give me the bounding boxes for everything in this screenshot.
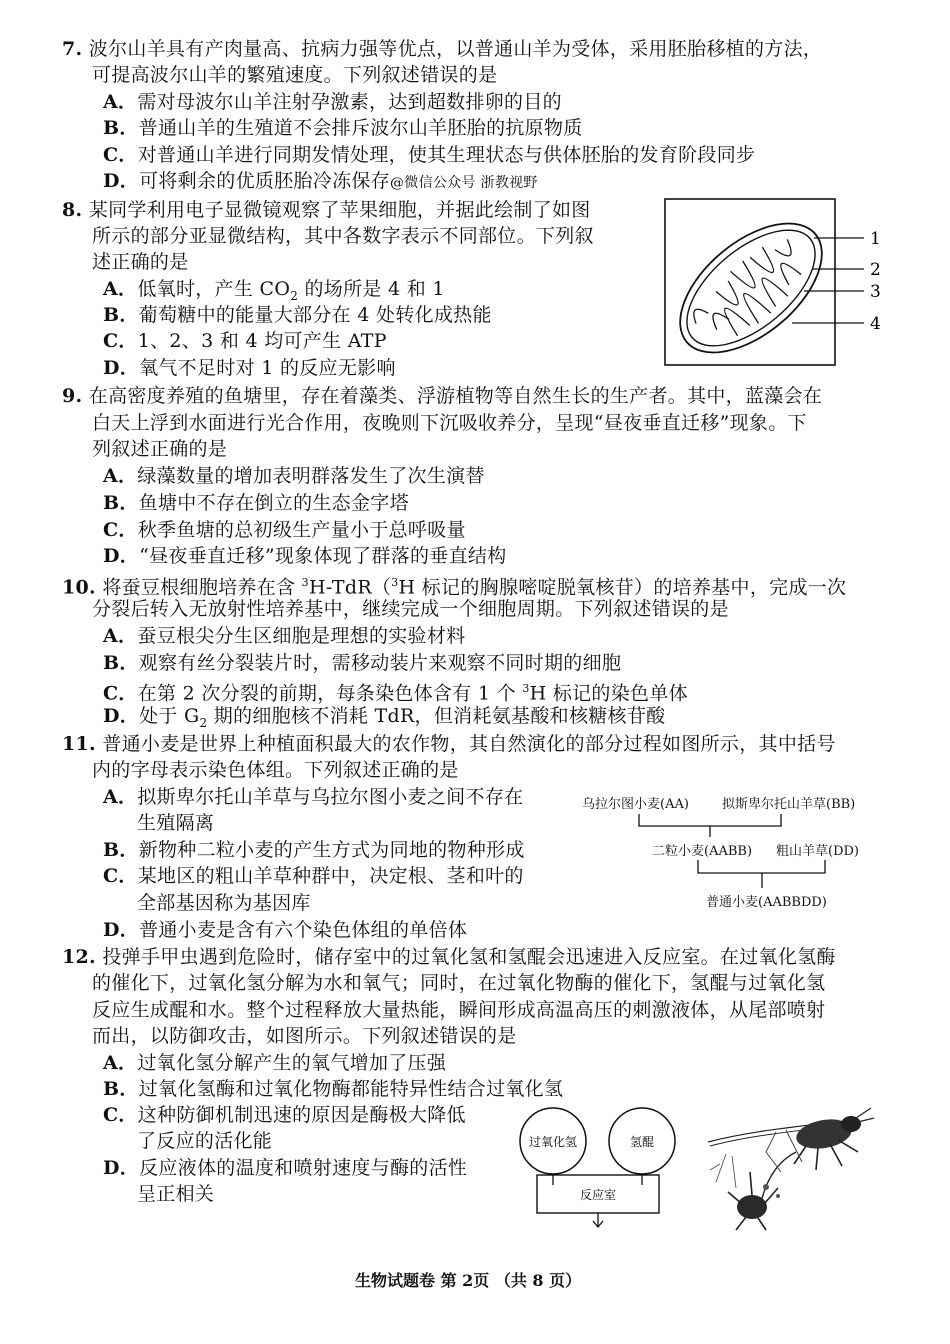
q12-option-c: C．这种防御机制迅速的原因是酶极大降低 (103, 1104, 466, 1126)
watermark: @微信公众号 浙教视野 (389, 175, 538, 191)
q12-stem-line3: 反应生成醌和水。整个过程释放大量热能，瞬间形成高温高压的刺激液体，从尾部喷射 (92, 999, 826, 1021)
q7-number: 7. (62, 38, 83, 60)
reaction-chamber-label: 反应室 (579, 1188, 617, 1202)
q9-stem-line3: 列叙述正确的是 (92, 438, 228, 460)
q9-option-a: A．绿藻数量的增加表明群落发生了次生演替 (103, 465, 485, 487)
circle-hydrogen-peroxide: 过氧化氢 (528, 1135, 578, 1149)
q11-option-c-line2: 全部基因称为基因库 (137, 892, 311, 914)
node-speltoides: 拟斯卑尔托山羊草(BB) (722, 797, 856, 812)
q10-stem-line2: 分裂后转入无放射性培养基中，继续完成一个细胞周期。下列叙述错误的是 (92, 598, 729, 620)
q8-stem-line2: 所示的部分亚显微结构，其中各数字表示不同部位。下列叙 (92, 225, 594, 247)
q11-stem-line2: 内的字母表示染色体组。下列叙述正确的是 (92, 759, 459, 781)
q11-option-c: C．某地区的粗山羊草种群中，决定根、茎和叶的 (103, 865, 524, 887)
q7-option-a: A．需对母波尔山羊注射孕激素，达到超数排卵的目的 (103, 91, 562, 113)
q7-option-c: C．对普通山羊进行同期发情处理，使其生理状态与供体胚胎的发育阶段同步 (103, 144, 756, 166)
q11-stem-line1: 11. 普通小麦是世界上种植面积最大的农作物，其自然演化的部分过程如图所示，其中括号 (62, 733, 836, 755)
fig-label-3: 3 (870, 282, 881, 302)
q11-option-d: D．普通小麦是含有六个染色体组的单倍体 (103, 919, 468, 941)
q9-stem-line2: 白天上浮到水面进行光合作用，夜晚则下沉吸收养分，呈现“昼夜垂直迁移”现象。下 (92, 412, 807, 434)
q9-option-b: B．鱼塘中不存在倒立的生态金字塔 (103, 492, 409, 514)
page-footer: 生物试题卷 第 2页 （共 8 页） (355, 1271, 582, 1290)
q12-option-b: B．过氧化氢酶和过氧化物酶都能特异性结合过氧化氢 (103, 1078, 564, 1100)
q8-stem-line3: 述正确的是 (92, 251, 189, 273)
q12-stem-line4: 而出，以防御攻击，如图所示。下列叙述错误的是 (92, 1025, 517, 1047)
wheat-diagram-lines (570, 810, 900, 895)
q10-option-a: A．蚕豆根尖分生区细胞是理想的实验材料 (103, 625, 466, 647)
q8-option-b: B．葡萄糖中的能量大部分在 4 处转化成热能 (103, 304, 492, 326)
q7-option-b: B．普通山羊的生殖道不会排斥波尔山羊胚胎的抗原物质 (103, 117, 583, 139)
fig-label-2: 2 (870, 260, 881, 280)
node-urartu-wheat: 乌拉尔图小麦(AA) (582, 797, 689, 812)
q12-option-d: D．反应液体的温度和喷射速度与酶的活性 (103, 1157, 468, 1179)
q10-option-c: C．在第 2 次分裂的前期，每条染色体含有 1 个 $^3$H 标记的染色单体 (103, 682, 688, 705)
q12-stem-line1: 12. 投弹手甲虫遇到危险时，储存室中的过氧化氢和氢醌会迅速进入反应室。在过氧化氢酶 (62, 946, 836, 968)
fig-label-1: 1 (870, 229, 881, 249)
mitochondrion-figure (664, 198, 894, 368)
q10-option-d: D．处于 $G_2$ 期的细胞核不消耗 TdR，但消耗氨基酸和核糖核苷酸 (103, 705, 666, 730)
q10-stem-line1: 10. 将蚕豆根细胞培养在含 $^3$H-TdR（$^3$H 标记的胸腺嘧啶脱氧核苷）的培养基中，完成一次 (62, 576, 847, 599)
q8-option-c: C．1、2、3 和 4 均可产生 ATP (103, 330, 387, 352)
q11-option-a: A．拟斯卑尔托山羊草与乌拉尔图小麦之间不存在 (103, 786, 524, 808)
q12-option-a: A．过氧化氢分解产生的氧气增加了压强 (103, 1052, 447, 1074)
q10-option-b: B．观察有丝分裂装片时，需移动装片来观察不同时期的细胞 (103, 652, 622, 674)
bombardier-beetle-illustration (706, 1092, 876, 1234)
fig-label-4: 4 (870, 314, 881, 334)
q7-option-d: D．可将剩余的优质胚胎冷冻保存@微信公众号 浙教视野 (103, 170, 538, 192)
q9-option-c: C．秋季鱼塘的总初级生产量小于总呼吸量 (103, 519, 466, 541)
q8-option-d: D．氧气不足时对 1 的反应无影响 (103, 357, 396, 379)
node-emmer-wheat: 二粒小麦(AABB) (652, 844, 753, 859)
q9-option-d: D．“昼夜垂直迁移”现象体现了群落的垂直结构 (103, 545, 507, 567)
q11-option-b: B．新物种二粒小麦的产生方式为同地的物种形成 (103, 839, 525, 861)
q8-stem-line1: 8. 某同学利用电子显微镜观察了苹果细胞，并据此绘制了如图 (62, 199, 591, 221)
q7-stem-line1: 7. 波尔山羊具有产肉量高、抗病力强等优点，以普通山羊为受体，采用胚胎移植的方法， (62, 38, 823, 60)
q12-option-d-line2: 呈正相关 (137, 1183, 215, 1205)
node-common-wheat: 普通小麦(AABBDD) (706, 895, 827, 910)
q12-option-c-line2: 了反应的活化能 (137, 1130, 273, 1152)
reaction-chamber-diagram (515, 1105, 690, 1230)
q7-stem-line2: 可提高波尔山羊的繁殖速度。下列叙述错误的是 (92, 64, 498, 86)
node-tauschii: 粗山羊草(DD) (776, 844, 859, 859)
q9-stem-line1: 9. 在高密度养殖的鱼塘里，存在着藻类、浮游植物等自然生长的生产者。其中，蓝藻会在 (62, 385, 823, 407)
circle-hydroquinone: 氢醌 (629, 1135, 655, 1149)
q11-option-a-line2: 生殖隔离 (137, 812, 215, 834)
q12-stem-line2: 的催化下，过氧化氢分解为水和氧气；同时，在过氧化物酶的催化下，氢醌与过氧化氢 (92, 972, 826, 994)
q8-option-a: A．低氧时，产生 $CO_2$ 的场所是 4 和 1 (103, 278, 445, 303)
